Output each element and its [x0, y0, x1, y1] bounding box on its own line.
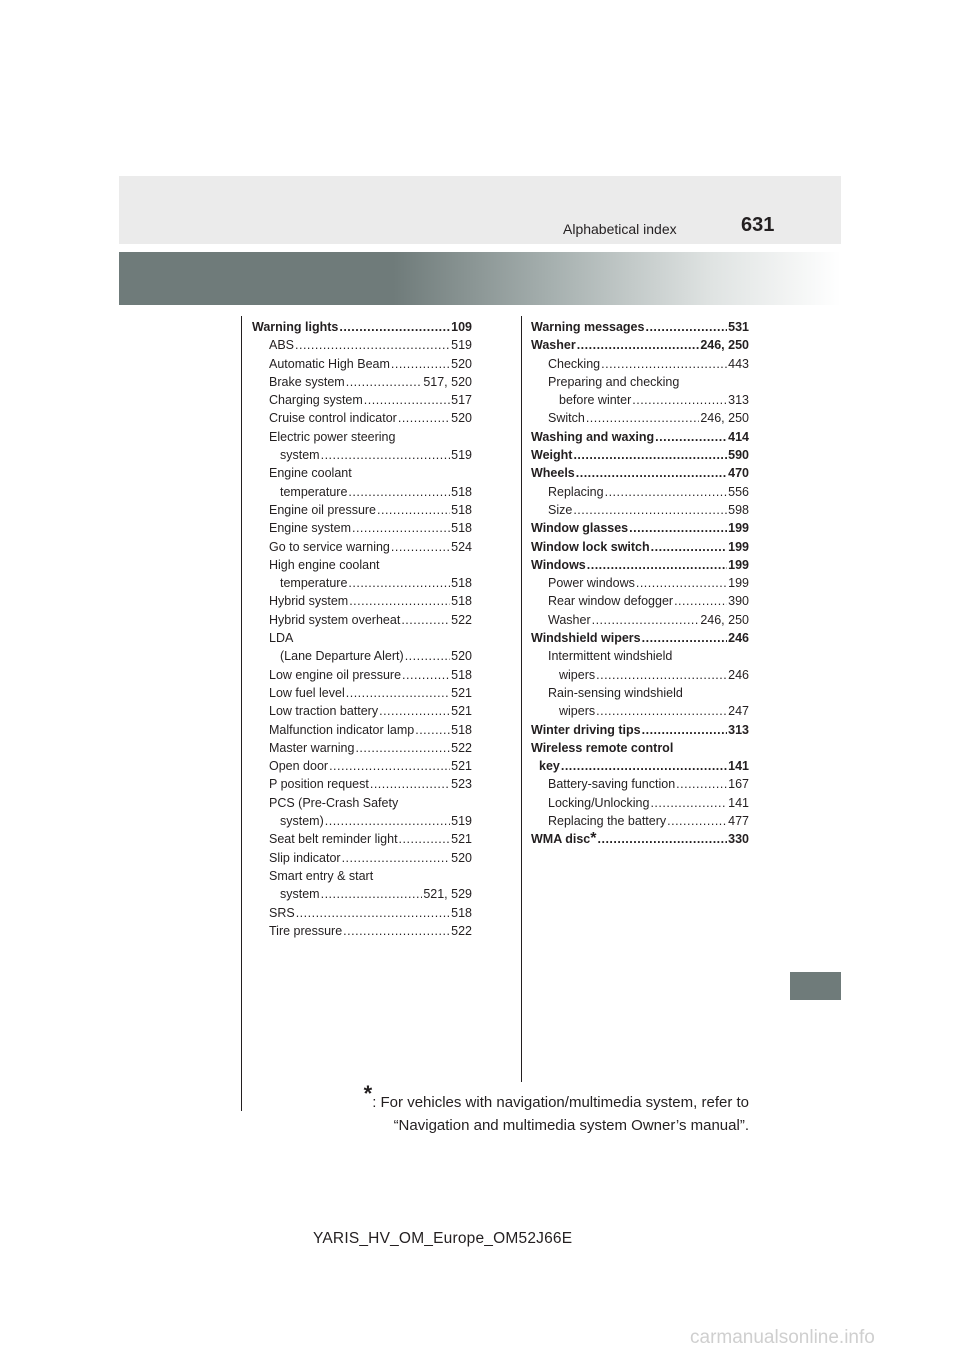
- index-entry-label: Low traction battery: [269, 704, 379, 719]
- dot-leader: [398, 409, 450, 427]
- index-entry-pages: 313: [728, 393, 749, 408]
- index-entry-label: WMA disc: [531, 832, 591, 847]
- dot-leader: [598, 830, 728, 848]
- index-entry-label: Rear window defogger: [548, 594, 674, 609]
- index-entry-pages: 247: [728, 704, 749, 719]
- index-entry: [252, 904, 472, 922]
- dot-leader: [596, 666, 727, 684]
- index-entry-pages: 590: [728, 448, 749, 463]
- index-entry-text: Smart entry & start: [269, 868, 374, 883]
- dot-leader: [321, 885, 423, 903]
- index-entry: [531, 794, 749, 812]
- index-entry: [252, 684, 472, 702]
- index-entry: [531, 757, 749, 775]
- chapter-tab-marker: [790, 972, 841, 1000]
- dot-leader: [632, 391, 727, 409]
- index-entry: [252, 391, 472, 409]
- index-entry: [252, 922, 472, 940]
- footnote-marker: *: [590, 830, 597, 848]
- index-entry-pages: 522: [451, 923, 472, 938]
- index-entry-label: Weight: [531, 448, 573, 463]
- footnote: [350, 1082, 749, 1137]
- index-entry-label: Low engine oil pressure: [269, 667, 402, 682]
- index-entry-text: Engine coolant: [269, 466, 352, 481]
- index-entry-label: Open door: [269, 759, 329, 774]
- index-entry-pages: 470: [728, 466, 749, 481]
- index-entry-text: Wireless remote control: [531, 740, 674, 755]
- index-entry-pages: 167: [728, 777, 749, 792]
- index-entry-pages: 520: [451, 356, 472, 371]
- dot-leader: [655, 428, 727, 446]
- index-entry-label: Switch: [548, 411, 585, 426]
- dot-leader: [573, 501, 727, 519]
- index-entry: [531, 519, 749, 537]
- index-entry-pages: 246: [728, 631, 749, 646]
- index-entry-text: Electric power steering: [269, 429, 396, 444]
- index-entry: [252, 611, 472, 629]
- dot-leader: [348, 574, 450, 592]
- document-code: YARIS_HV_OM_Europe_OM52J66E: [313, 1230, 573, 1247]
- dot-leader: [592, 611, 700, 629]
- index-entry-label: Warning lights: [252, 320, 339, 334]
- index-entry-label: before winter: [559, 393, 632, 408]
- index-entry-label: Windshield wipers: [531, 631, 641, 646]
- dot-leader: [667, 812, 727, 830]
- index-entry: [531, 775, 749, 793]
- index-entry-label: Battery-saving function: [548, 777, 676, 792]
- index-entry-label: Replacing: [548, 484, 604, 499]
- index-entry-label: Washer: [531, 338, 576, 353]
- dot-leader: [587, 556, 727, 574]
- index-entry-label: Brake system: [269, 374, 345, 389]
- index-entry-label: Washer: [548, 612, 591, 627]
- index-entry-label: Hybrid system: [269, 594, 349, 609]
- index-entry: [252, 775, 472, 793]
- index-entry-label: key: [539, 759, 560, 774]
- index-entry: [531, 538, 749, 556]
- index-entry-pages: 477: [728, 814, 749, 829]
- index-entry-label: ABS: [269, 338, 295, 353]
- index-entry-pages: 556: [728, 484, 749, 499]
- index-entry-pages: 517: [451, 393, 472, 408]
- dot-leader: [573, 446, 727, 464]
- index-entry-pages: 246: [728, 667, 749, 682]
- index-entry-label: Warning messages: [531, 320, 645, 334]
- index-entry-pages: 519: [451, 338, 472, 353]
- index-entry-label: system: [280, 448, 320, 463]
- index-entry-text: LDA: [269, 631, 294, 646]
- index-entry-label: Slip indicator: [269, 850, 341, 865]
- index-entry-label: Low fuel level: [269, 685, 345, 700]
- index-entry: [531, 318, 749, 336]
- index-entry-pages: 313: [728, 722, 749, 737]
- watermark: carmanualsonline.info: [690, 1327, 875, 1348]
- dot-leader: [295, 336, 450, 354]
- header-band: [119, 176, 841, 244]
- dot-leader: [601, 355, 727, 373]
- index-entry: [531, 446, 749, 464]
- index-entry: [252, 666, 472, 684]
- index-entry-label: SRS: [269, 905, 295, 920]
- index-entry: [531, 355, 749, 373]
- index-entry-pages: 521: [451, 704, 472, 719]
- index-entry-pages: 246, 250: [700, 411, 749, 426]
- index-entry-label: Size: [548, 502, 573, 517]
- index-entry-pages: 518: [451, 521, 472, 536]
- index-entry-pages: 141: [728, 795, 749, 810]
- index-entry-pages: 199: [728, 521, 749, 536]
- index-entry: [252, 355, 472, 373]
- index-entry-label: temperature: [280, 484, 348, 499]
- dot-leader: [561, 757, 727, 775]
- index-entry-pages: 531: [728, 320, 749, 334]
- index-entry-label: Automatic High Beam: [269, 356, 390, 371]
- index-entry: [531, 830, 749, 848]
- index-entry: [252, 830, 472, 848]
- index-entry: [252, 574, 472, 592]
- index-entry-label: Master warning: [269, 740, 355, 755]
- index-entry-pages: 414: [728, 429, 749, 444]
- index-entry: [252, 849, 472, 867]
- dot-leader: [645, 318, 727, 336]
- index-entry-pages: 520: [451, 411, 472, 426]
- index-entry-pages: 521: [451, 759, 472, 774]
- dot-leader: [642, 629, 728, 647]
- index-entry-pages: 521: [451, 685, 472, 700]
- dot-leader: [339, 318, 450, 336]
- index-entry-text: Rain-sensing windshield: [548, 685, 683, 700]
- dot-leader: [321, 446, 451, 464]
- index-entry-pages: 522: [451, 612, 472, 627]
- index-entry: [252, 373, 472, 391]
- index-entry-pages: 524: [451, 539, 472, 554]
- index-entry-pages: 246, 250: [700, 612, 749, 627]
- index-entry: [531, 812, 749, 830]
- index-entry-text: PCS (Pre-Crash Safety: [269, 795, 399, 810]
- index-entry: [531, 556, 749, 574]
- index-entry-pages: 518: [451, 576, 472, 591]
- index-entry-pages: 523: [451, 777, 472, 792]
- index-entry-pages: 521: [451, 832, 472, 847]
- dot-leader: [364, 391, 450, 409]
- index-entry-pages: 390: [728, 594, 749, 609]
- dot-leader: [676, 775, 727, 793]
- index-entry-pages: 199: [728, 539, 749, 554]
- chapter-gradient-bar: [119, 252, 841, 305]
- dot-leader: [405, 647, 450, 665]
- dot-leader: [399, 830, 451, 848]
- footnote-line-1: : For vehicles with navigation/multimedia system, refer to: [372, 1094, 749, 1111]
- index-entry-label: Cruise control indicator: [269, 411, 397, 426]
- page-number: 631: [741, 214, 775, 236]
- index-entry: [531, 574, 749, 592]
- index-entry-pages: 330: [728, 832, 749, 847]
- index-entry-text: High engine coolant: [269, 557, 380, 572]
- index-entry-label: wipers: [559, 704, 596, 719]
- index-entry-pages: 518: [451, 905, 472, 920]
- index-entry-label: Wheels: [531, 466, 575, 481]
- index-entry: [252, 483, 472, 501]
- index-entry: [252, 318, 472, 336]
- index-entry-label: system): [280, 814, 324, 829]
- dot-leader: [642, 721, 728, 739]
- index-entry-pages: 443: [728, 356, 749, 371]
- index-entry-pages: 518: [451, 722, 472, 737]
- index-entry-label: Go to service warning: [269, 539, 390, 554]
- index-entry-pages: 521, 529: [423, 887, 472, 902]
- dot-leader: [377, 501, 450, 519]
- index-entry-label: Winter driving tips: [531, 722, 641, 737]
- index-entry: [531, 702, 749, 720]
- dot-leader: [346, 373, 423, 391]
- index-entry: [531, 428, 749, 446]
- index-entry-pages: 246, 250: [700, 338, 749, 353]
- index-entry-pages: 598: [728, 502, 749, 517]
- index-entry: [252, 812, 472, 830]
- dot-leader: [651, 538, 727, 556]
- index-entry-pages: 520: [451, 850, 472, 865]
- index-entry-pages: 199: [728, 576, 749, 591]
- index-entry: [252, 757, 472, 775]
- dot-leader: [636, 574, 727, 592]
- index-entry-pages: 141: [728, 759, 749, 774]
- index-entry-label: Window lock switch: [531, 539, 650, 554]
- section-title: Alphabetical index: [563, 221, 677, 237]
- index-entry: [531, 611, 749, 629]
- dot-leader: [596, 702, 727, 720]
- index-entry: [252, 538, 472, 556]
- dot-leader: [325, 812, 450, 830]
- index-entry: [531, 409, 749, 427]
- index-entry: [252, 336, 472, 354]
- dot-leader: [650, 794, 727, 812]
- index-entry-pages: 518: [451, 667, 472, 682]
- index-entry-pages: 518: [451, 594, 472, 609]
- index-entry: [531, 464, 749, 482]
- dot-leader: [352, 519, 450, 537]
- dot-leader: [349, 592, 450, 610]
- index-entry: [531, 721, 749, 739]
- index-entry-pages: 522: [451, 740, 472, 755]
- dot-leader: [674, 592, 727, 610]
- dot-leader: [605, 483, 728, 501]
- index-entry-label: Tire pressure: [269, 923, 343, 938]
- index-entry-label: P position request: [269, 777, 369, 792]
- dot-leader: [346, 684, 450, 702]
- index-entry-label: wipers: [559, 667, 596, 682]
- column-divider: [521, 316, 522, 1082]
- dot-leader: [379, 702, 450, 720]
- index-entry: [252, 501, 472, 519]
- index-entry-label: temperature: [280, 576, 348, 591]
- index-entry-label: Washing and waxing: [531, 429, 655, 444]
- index-entry: [252, 647, 472, 665]
- index-entry: [531, 629, 749, 647]
- index-entry-pages: 517, 520: [423, 374, 472, 389]
- dot-leader: [342, 849, 451, 867]
- index-column-right: [531, 318, 749, 849]
- dot-leader: [329, 757, 450, 775]
- index-entry-label: Hybrid system overheat: [269, 612, 401, 627]
- index-entry-text: Preparing and checking: [548, 374, 680, 389]
- index-entry: [252, 519, 472, 537]
- index-entry-label: system: [280, 887, 320, 902]
- index-entry-label: (Lane Departure Alert): [280, 649, 404, 664]
- dot-leader: [415, 721, 450, 739]
- index-entry: [531, 592, 749, 610]
- dot-leader: [576, 464, 727, 482]
- index-entry-pages: 520: [451, 649, 472, 664]
- index-entry-pages: 518: [451, 502, 472, 517]
- index-entry-label: Engine oil pressure: [269, 502, 377, 517]
- index-entry-pages: 519: [451, 448, 472, 463]
- index-entry-pages: 519: [451, 814, 472, 829]
- index-entry-label: Engine system: [269, 521, 351, 536]
- index-entry: [531, 336, 749, 354]
- left-rule: [241, 316, 242, 1111]
- index-entry: [252, 446, 472, 464]
- dot-leader: [370, 775, 450, 793]
- index-entry-pages: 199: [728, 557, 749, 572]
- dot-leader: [343, 922, 450, 940]
- dot-leader: [402, 666, 450, 684]
- index-entry: [252, 592, 472, 610]
- dot-leader: [355, 739, 450, 757]
- index-entry: [252, 885, 472, 903]
- index-entry: [531, 666, 749, 684]
- dot-leader: [296, 904, 450, 922]
- index-entry: [252, 721, 472, 739]
- index-entry-label: Windows: [531, 557, 586, 572]
- index-entry: [531, 391, 749, 409]
- index-entry-label: Power windows: [548, 576, 635, 591]
- index-entry: [531, 483, 749, 501]
- index-entry: [531, 501, 749, 519]
- index-entry-pages: 109: [451, 320, 472, 334]
- index-entry-label: Seat belt reminder light: [269, 832, 398, 847]
- dot-leader: [391, 355, 450, 373]
- index-entry: [252, 739, 472, 757]
- dot-leader: [401, 611, 450, 629]
- dot-leader: [629, 519, 727, 537]
- index-entry-label: Charging system: [269, 393, 363, 408]
- index-entry-label: Checking: [548, 356, 601, 371]
- dot-leader: [577, 336, 700, 354]
- index-entry-label: Locking/Unlocking: [548, 795, 650, 810]
- footnote-line-2: “Navigation and multimedia system Owner’s manual”.: [393, 1117, 749, 1134]
- index-entry-pages: 518: [451, 484, 472, 499]
- index-column-left: [252, 318, 472, 940]
- index-entry: [252, 409, 472, 427]
- index-entry: [252, 702, 472, 720]
- footnote-asterisk: *: [363, 1081, 373, 1106]
- dot-leader: [586, 409, 700, 427]
- index-entry-label: Replacing the battery: [548, 814, 667, 829]
- dot-leader: [391, 538, 450, 556]
- dot-leader: [348, 483, 450, 501]
- index-entry-label: Window glasses: [531, 521, 629, 536]
- index-entry-text: Intermittent windshield: [548, 649, 673, 664]
- index-entry-label: Malfunction indicator lamp: [269, 722, 415, 737]
